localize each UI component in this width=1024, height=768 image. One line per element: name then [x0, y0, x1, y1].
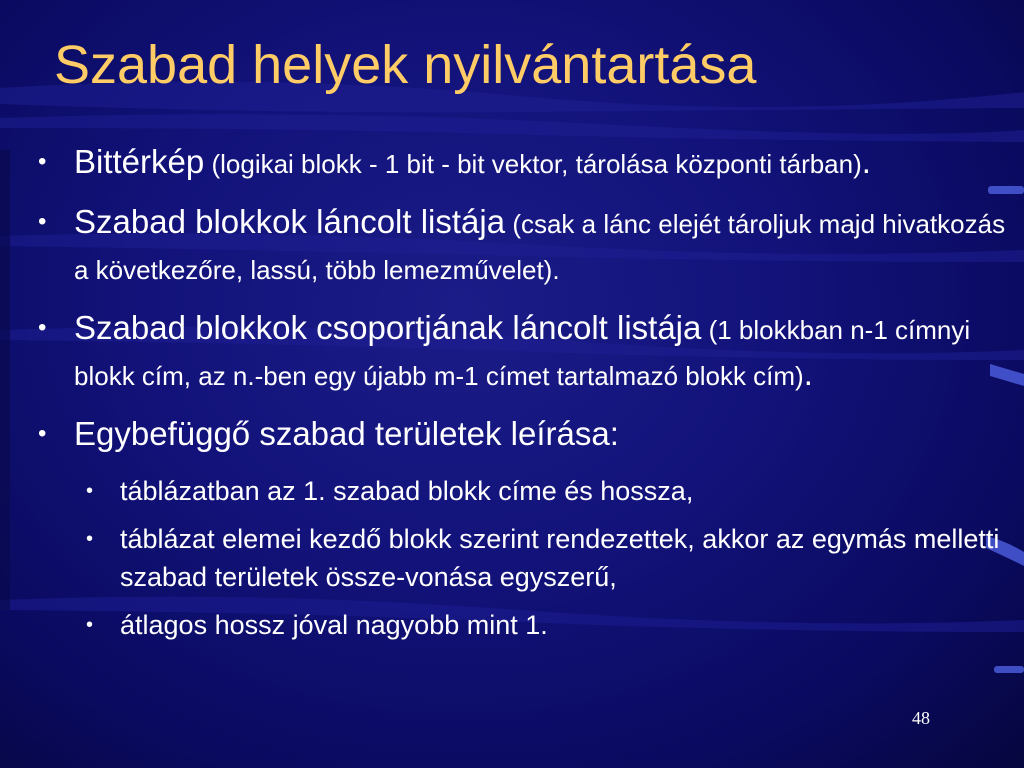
bullet-dot-icon: •: [38, 148, 47, 175]
bullet-item-linked-list: [34, 200, 1024, 292]
bullet-dot-icon: •: [38, 314, 47, 341]
bullet-list: [34, 140, 1024, 654]
bullet-main-text: Egybefüggő szabad területek leírása: [74, 415, 610, 452]
sub-bullet-item: [34, 606, 1024, 644]
sub-bullet-dot-icon: •: [86, 528, 94, 550]
bullet-main-text: Bittérkép: [74, 143, 205, 180]
bullet-dot-icon: •: [38, 420, 47, 447]
bullet-item-contiguous-areas: [34, 412, 1024, 458]
bullet-end-mark: :: [609, 415, 619, 452]
bullet-detail-text: (csak a lánc elejét tároljuk majd hivatkozás a következőre, lassú, több lemezművelet).: [74, 209, 1006, 285]
bullet-main-text: Szabad blokkok láncolt listája: [74, 203, 506, 240]
sub-bullet-text: átlagos hossz jóval nagyobb mint 1.: [120, 610, 548, 640]
bullet-item-bitmap: [34, 140, 1024, 186]
bullet-main-text: Szabad blokkok csoportjának láncolt listája: [74, 309, 702, 346]
sub-bullet-dot-icon: •: [86, 480, 94, 502]
sub-bullet-item: [34, 472, 1024, 510]
sub-bullet-text: táblázatban az 1. szabad blokk címe és hossza,: [120, 476, 694, 506]
bullet-dot-icon: •: [38, 208, 47, 235]
bullet-detail-text: (1 blokkban n-1 címnyi blokk cím, az n.-ben egy újabb m-1 címet tartalmazó blokk cím): [74, 315, 971, 391]
bullet-item-group-linked-list: [34, 306, 1024, 398]
sub-bullet-dot-icon: •: [86, 614, 94, 636]
sub-bullet-item: [34, 520, 1024, 596]
bullet-detail-text: (logikai blokk - 1 bit - bit vektor, tárolása központi tárban): [204, 149, 862, 179]
sub-bullet-text: táblázat elemei kezdő blokk szerint rendezettek, akkor az egymás melletti szabad területek össze-vonása egyszerű,: [120, 524, 1000, 592]
page-number: 48: [912, 708, 930, 728]
bullet-end-mark: .: [861, 143, 871, 180]
bullet-end-mark: .: [803, 355, 813, 392]
slide-title: Szabad helyek nyilvántartása: [54, 35, 757, 95]
